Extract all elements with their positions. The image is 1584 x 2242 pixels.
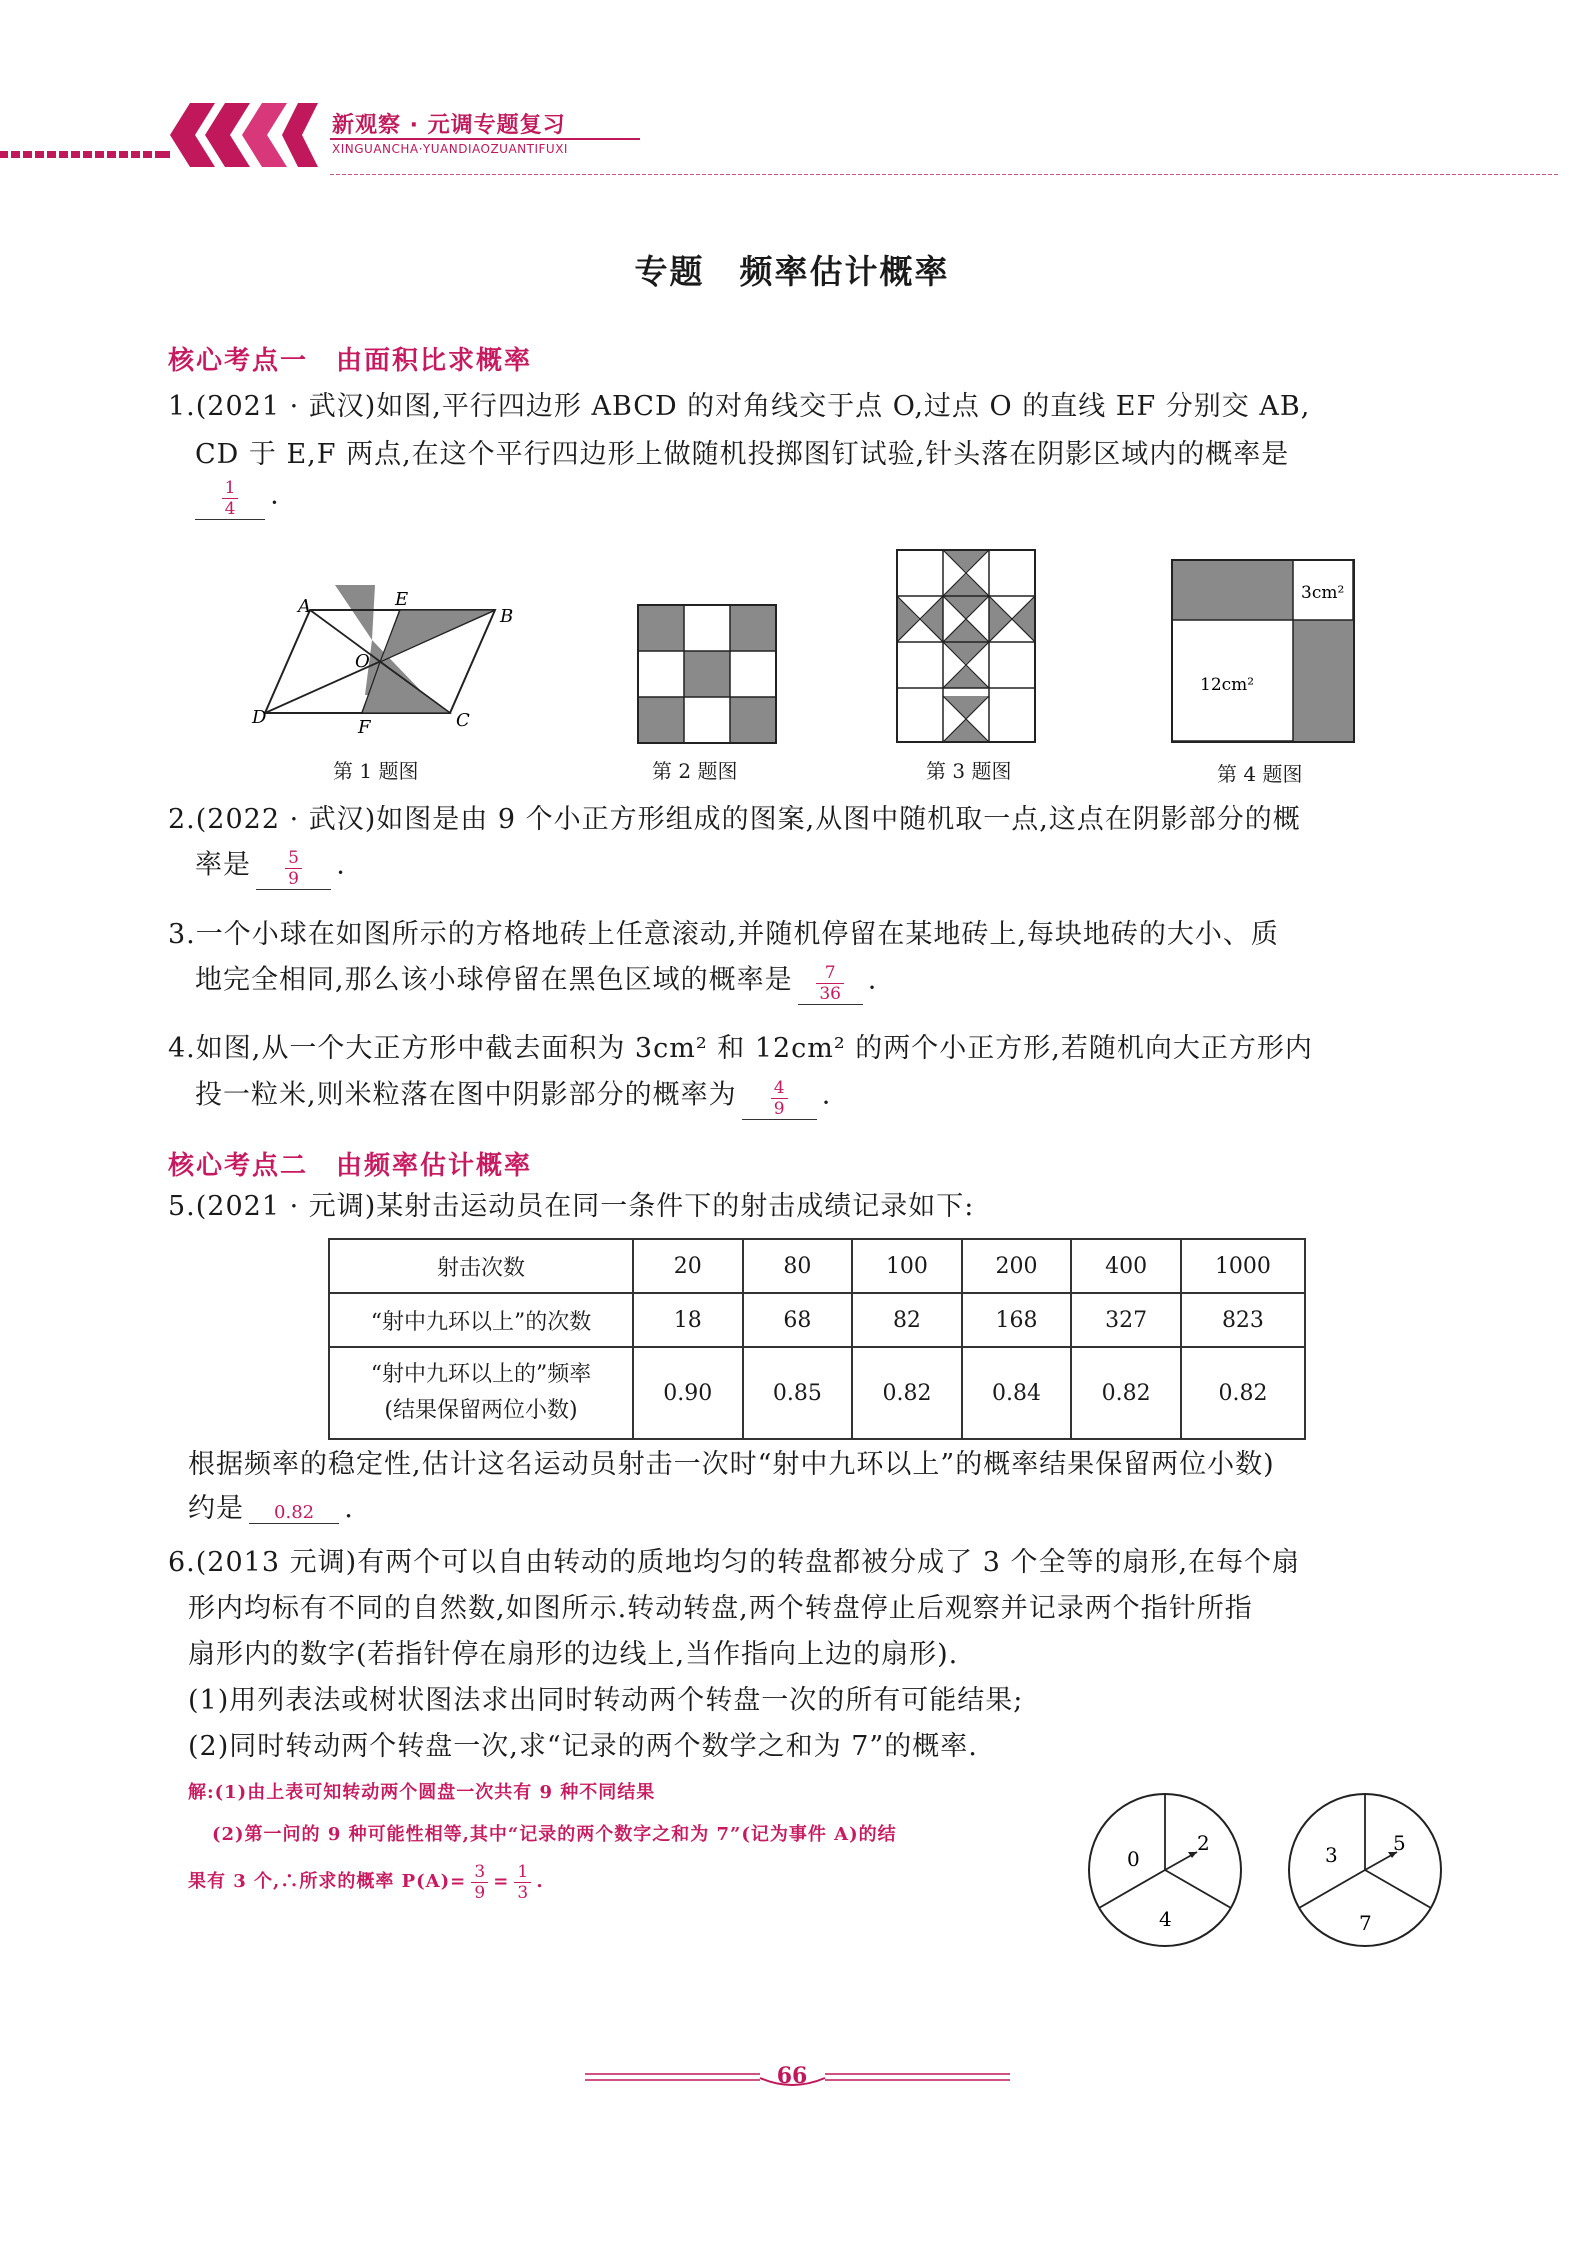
q1-line2: CD 于 E,F 两点,在这个平行四边形上做随机投掷图钉试验,针头落在阴影区域内的概率是 [195,439,1290,470]
q3-line2 [195,963,877,1005]
table-cell: 100 [852,1239,962,1293]
answer-denominator: 4 [224,499,236,519]
header-decoration [0,95,1584,175]
table-cell: 400 [1071,1239,1181,1293]
shooting-record-table [328,1238,1306,1440]
answer-denominator: 36 [819,984,841,1004]
figure-1-parallelogram [250,585,530,735]
spinner-1-sector: 0 [1127,1847,1140,1871]
table-cell: 168 [962,1293,1072,1347]
label-F: F [358,717,371,735]
table-cell: 82 [852,1293,962,1347]
spinner-2-sector: 7 [1359,1911,1372,1935]
q3-line1: 3.一个小球在如图所示的方格地砖上任意滚动,并随机停留在某地砖上,每块地砖的大小、质 [168,919,1279,950]
period: . [536,1871,544,1892]
header-subtitle: XINGUANCHA·YUANDIAOZUANTIFUXI [332,142,568,156]
q2-line1: 2.(2022 · 武汉)如图是由 9 个小正方形组成的图案,从图中随机取一点,这点在阴影部分的概 [168,804,1301,835]
section-2-title: 核心考点二 由频率估计概率 [168,1151,533,1181]
equals-sign: = [493,1871,510,1892]
period: . [821,1079,832,1111]
q5-after-line1: 根据频率的稳定性,估计这名运动员射击一次时“射中九环以上”的概率结果保留两位小数) [188,1449,1275,1480]
solution-line2: (2)第一问的 9 种可能性相等,其中“记录的两个数字之和为 7”(记为事件 A)的结 [212,1824,897,1845]
answer-numerator: 4 [771,1078,788,1099]
q6-part2: (2)同时转动两个转盘一次,求“记录的两个数学之和为 7”的概率. [188,1731,978,1762]
q6-line1: 6.(2013 元调)有两个可以自由转动的质地均匀的转盘都被分成了 3 个全等的扇形,在每个扇 [168,1547,1301,1578]
label-E: E [395,589,409,610]
q1-answer [195,478,280,520]
answer-numerator: 7 [816,963,844,984]
row-header [329,1347,633,1439]
q4-line2-text: 投一粒米,则米粒落在图中阴影部分的概率为 [195,1079,737,1111]
answer-blank [742,1078,817,1120]
fraction-numerator: 1 [514,1862,531,1883]
spinner-2-sector: 3 [1325,1843,1338,1867]
label-O: O [355,651,370,672]
table-cell: 68 [743,1293,853,1347]
answer-blank: 0.82 [249,1502,339,1524]
q5-after-line2-text: 约是 [188,1493,244,1524]
figure-3-tiles [895,548,1037,744]
table-cell: 0.82 [1181,1347,1305,1439]
period: . [867,964,878,996]
table-cell: 80 [743,1239,853,1293]
table-cell: 200 [962,1239,1072,1293]
q4-line1: 4.如图,从一个大正方形中截去面积为 3cm² 和 12cm² 的两个小正方形,若随机向大正方形内 [168,1033,1313,1064]
answer-denominator: 9 [288,869,299,889]
spinner-2 [1285,1790,1445,1950]
row-header: “射中九环以上”的次数 [329,1293,633,1347]
label-D: D [252,707,267,728]
table-cell: 18 [633,1293,743,1347]
page-number: 66 [776,2063,808,2089]
fraction-denominator: 9 [474,1883,486,1903]
table-row [329,1293,1305,1347]
q2-line2 [195,848,346,890]
row-header-line: (结果保留两位小数) [384,1398,578,1423]
spinner-1-sector: 4 [1159,1907,1172,1931]
label-B: B [500,606,514,627]
table-cell: 1000 [1181,1239,1305,1293]
row-header-line: “射中九环以上的”频率 [370,1362,592,1387]
table-cell: 0.84 [962,1347,1072,1439]
table-cell: 20 [633,1239,743,1293]
table-cell: 0.85 [743,1347,853,1439]
page-title: 专题 频率估计概率 [634,252,950,291]
q5-after-line2 [188,1492,354,1526]
solution-line3-text: 果有 3 个,∴所求的概率 P(A)= [188,1871,467,1892]
spinner-2-sector: 5 [1393,1831,1406,1855]
table-cell: 0.82 [1071,1347,1181,1439]
label-3cm2: 3cm² [1301,583,1345,603]
table-row [329,1347,1305,1439]
table-cell: 0.82 [852,1347,962,1439]
label-C: C [456,710,470,731]
answer-denominator: 9 [773,1099,785,1119]
answer-numerator: 1 [222,478,239,499]
table-cell: 823 [1181,1293,1305,1347]
label-12cm2: 12cm² [1200,675,1255,695]
answer-blank [256,848,331,890]
spinner-1 [1085,1790,1245,1950]
solution-line1: 解:(1)由上表可知转动两个圆盘一次共有 9 种不同结果 [188,1782,656,1803]
table-row [329,1239,1305,1293]
q1-line1: 1.(2021 · 武汉)如图,平行四边形 ABCD 的对角线交于点 O,过点 O 的直线 EF 分别交 AB, [168,391,1311,422]
figure-4-caption: 第 4 题图 [1217,762,1303,786]
table-cell: 327 [1071,1293,1181,1347]
q6-line3: 扇形内的数字(若指针停在扇形的边线上,当作指向上边的扇形). [188,1639,959,1670]
period: . [270,479,280,511]
figure-4-squares [1170,558,1356,744]
q6-line2: 形内均标有不同的自然数,如图所示.转动转盘,两个转盘停止后观察并记录两个指针所指 [188,1593,1253,1624]
answer-blank [195,478,265,520]
spinner-1-sector: 2 [1197,1831,1210,1855]
q2-line2-text: 率是 [195,849,251,881]
figure-2-grid [636,603,778,745]
period: . [336,849,346,881]
q4-line2 [195,1078,831,1120]
fraction-numerator: 3 [471,1862,488,1883]
header-title: 新观察 · 元调专题复习 [332,113,566,138]
label-A: A [298,596,311,617]
q3-line2-text: 地完全相同,那么该小球停留在黑色区域的概率是 [195,964,793,996]
answer-numerator: 5 [285,848,302,869]
figure-1-caption: 第 1 题图 [333,759,419,783]
row-header: 射击次数 [329,1239,633,1293]
section-1-title: 核心考点一 由面积比求概率 [168,346,533,376]
period: . [344,1493,354,1524]
q6-part1: (1)用列表法或树状图法求出同时转动两个转盘一次的所有可能结果; [188,1685,1024,1716]
q5-line1: 5.(2021 · 元调)某射击运动员在同一条件下的射击成绩记录如下: [168,1191,975,1222]
table-cell: 0.90 [633,1347,743,1439]
answer-blank [798,963,863,1005]
solution-line3 [188,1862,544,1903]
figure-2-caption: 第 2 题图 [652,759,738,783]
fraction-denominator: 3 [517,1883,529,1903]
figure-3-caption: 第 3 题图 [926,759,1012,783]
